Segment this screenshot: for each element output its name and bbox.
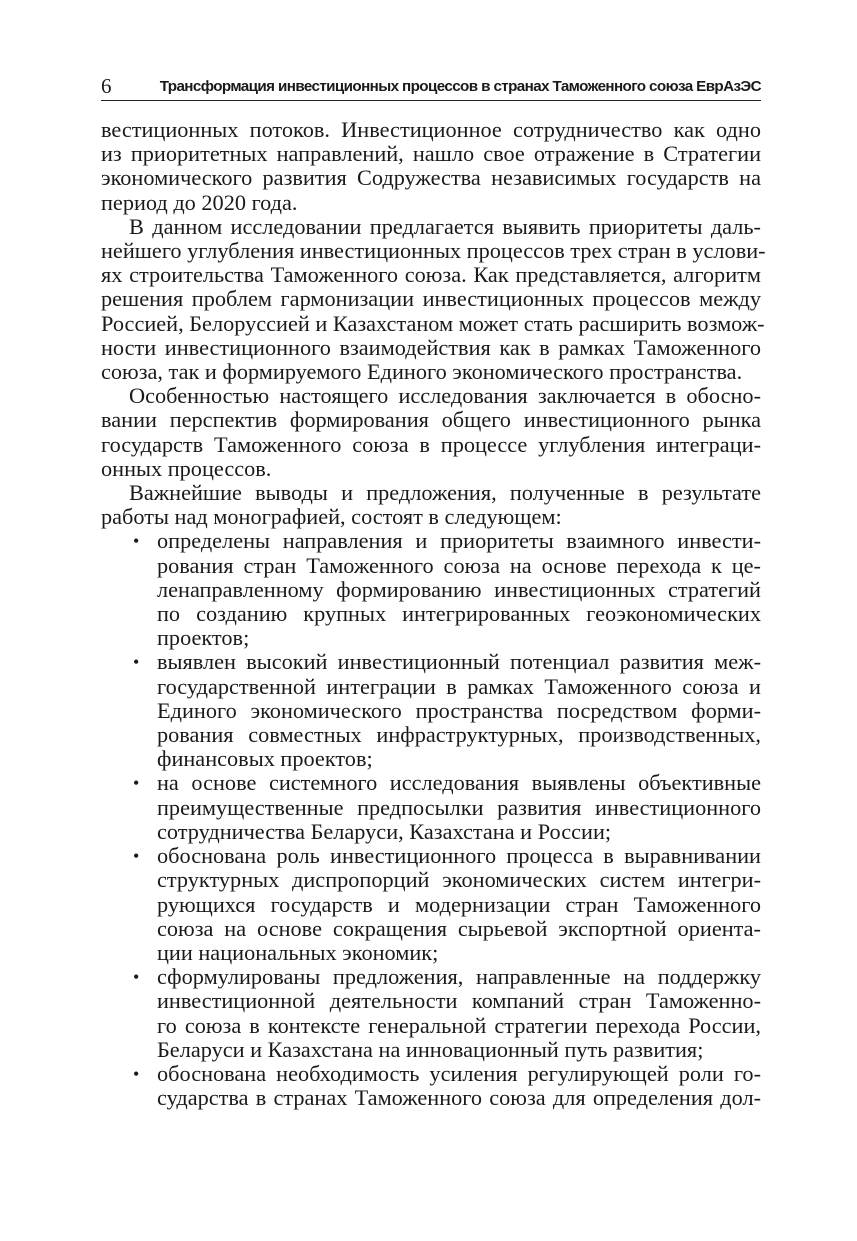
text-line: Важнейшие выводы и предложения, полученные в результате: [129, 480, 761, 506]
text-line: союза, так и формируемого Единого экономического пространства.: [101, 359, 743, 385]
text-line: го союза в контексте генеральной стратегии перехода России,: [157, 1012, 761, 1038]
text-line: экономического развития Содружества независимых государств на: [101, 165, 761, 191]
text-line: союза на основе сокращения сырьевой экспортной ориента-: [157, 915, 761, 941]
bullet-icon: •: [133, 967, 140, 988]
text-line: обоснована необходимость усиления регулирующей роли го-: [157, 1060, 761, 1086]
text-line: государств Таможенного союза в процессе углубления интеграци-: [101, 431, 761, 457]
text-line: на основе системного исследования выявлены объективные: [157, 770, 761, 796]
paragraph: [101, 213, 766, 385]
text-line: ленаправленному формированию инвестиционных стратегий: [157, 576, 761, 602]
page-number: 6: [101, 74, 112, 98]
text-line: ции национальных экономик;: [157, 939, 439, 965]
bullet-icon: •: [133, 773, 140, 794]
text-line: обоснована роль инвестиционного процесса в выравнивании: [157, 843, 761, 869]
text-line: определены направления и приоритеты взаимного инвести-: [157, 528, 761, 554]
list-item: [101, 529, 761, 650]
list-item: [101, 650, 761, 771]
text-line: государственной интеграции в рамках Таможенного союза и: [157, 673, 761, 699]
text-line: сотрудничества Беларуси, Казахстана и России;: [157, 818, 612, 844]
text-line: сформулированы предложения, направленные на поддержку: [157, 964, 761, 990]
text-line: нейшего углубления инвестиционных процессов трех стран в услови-: [101, 238, 766, 264]
running-title: Трансформация инвестиционных процессов в странах Таможенного союза ЕврАзЭС: [159, 78, 761, 95]
paragraph: [101, 384, 761, 481]
list-item: [101, 771, 761, 844]
text-line: Россией, Белоруссией и Казахстаном может стать расширить возмож-: [101, 310, 765, 336]
bullet-list: [101, 529, 761, 1110]
text-line: ях строительства Таможенного союза. Как представляется, алгоритм: [101, 262, 761, 288]
text-line: рующихся государств и модернизации стран Таможенного: [157, 891, 761, 917]
text-line: ности инвестиционного взаимодействия как в рамках Таможенного: [101, 334, 761, 360]
text-line: проектов;: [157, 625, 250, 651]
text-line: сударства в странах Таможенного союза для определения дол-: [157, 1085, 761, 1111]
text-line: рования совместных инфраструктурных, производственных,: [157, 722, 761, 748]
paragraph: [101, 118, 761, 215]
text-line: период до 2020 года.: [101, 189, 298, 215]
bullet-icon: •: [133, 846, 140, 867]
text-line: онных процессов.: [101, 455, 272, 481]
text-line: структурных диспропорций экономических систем интегри-: [157, 867, 761, 893]
body-text: [101, 117, 766, 1111]
paragraph: [101, 481, 761, 529]
text-line: Беларуси и Казахстана на инновационный путь развития;: [157, 1036, 704, 1062]
text-line: выявлен высокий инвестиционный потенциал развития меж-: [157, 649, 761, 675]
bullet-icon: •: [133, 531, 140, 552]
text-line: рования стран Таможенного союза на основе перехода к це-: [157, 552, 761, 578]
text-line: Единого экономического пространства посредством форми-: [157, 697, 761, 723]
text-line: работы над монографией, состоят в следующем:: [101, 504, 562, 530]
text-line: инвестиционной деятельности компаний стран Таможенно-: [157, 988, 761, 1014]
bullet-icon: •: [133, 1063, 140, 1084]
text-line: финансовых проектов;: [157, 746, 373, 772]
text-line: Особенностью настоящего исследования заключается в обосно-: [129, 383, 761, 409]
text-line: вестиционных потоков. Инвестиционное сотрудничество как одно: [101, 117, 761, 142]
list-item: [101, 844, 761, 965]
text-line: решения проблем гармонизации инвестиционных процессов между: [101, 286, 761, 312]
text-line: преимущественные предпосылки развития инвестиционного: [157, 794, 761, 820]
running-header: [101, 74, 761, 101]
bullet-icon: •: [133, 652, 140, 673]
text-line: В данном исследовании предлагается выявить приоритеты даль-: [129, 213, 761, 239]
text-line: из приоритетных направлений, нашло свое отражение в Стратегии: [101, 141, 761, 167]
list-item: [101, 1062, 761, 1110]
text-line: по созданию крупных интегрированных геоэкономических: [157, 601, 761, 627]
list-item: [101, 965, 761, 1062]
text-line: вании перспектив формирования общего инвестиционного рынка: [101, 407, 761, 433]
